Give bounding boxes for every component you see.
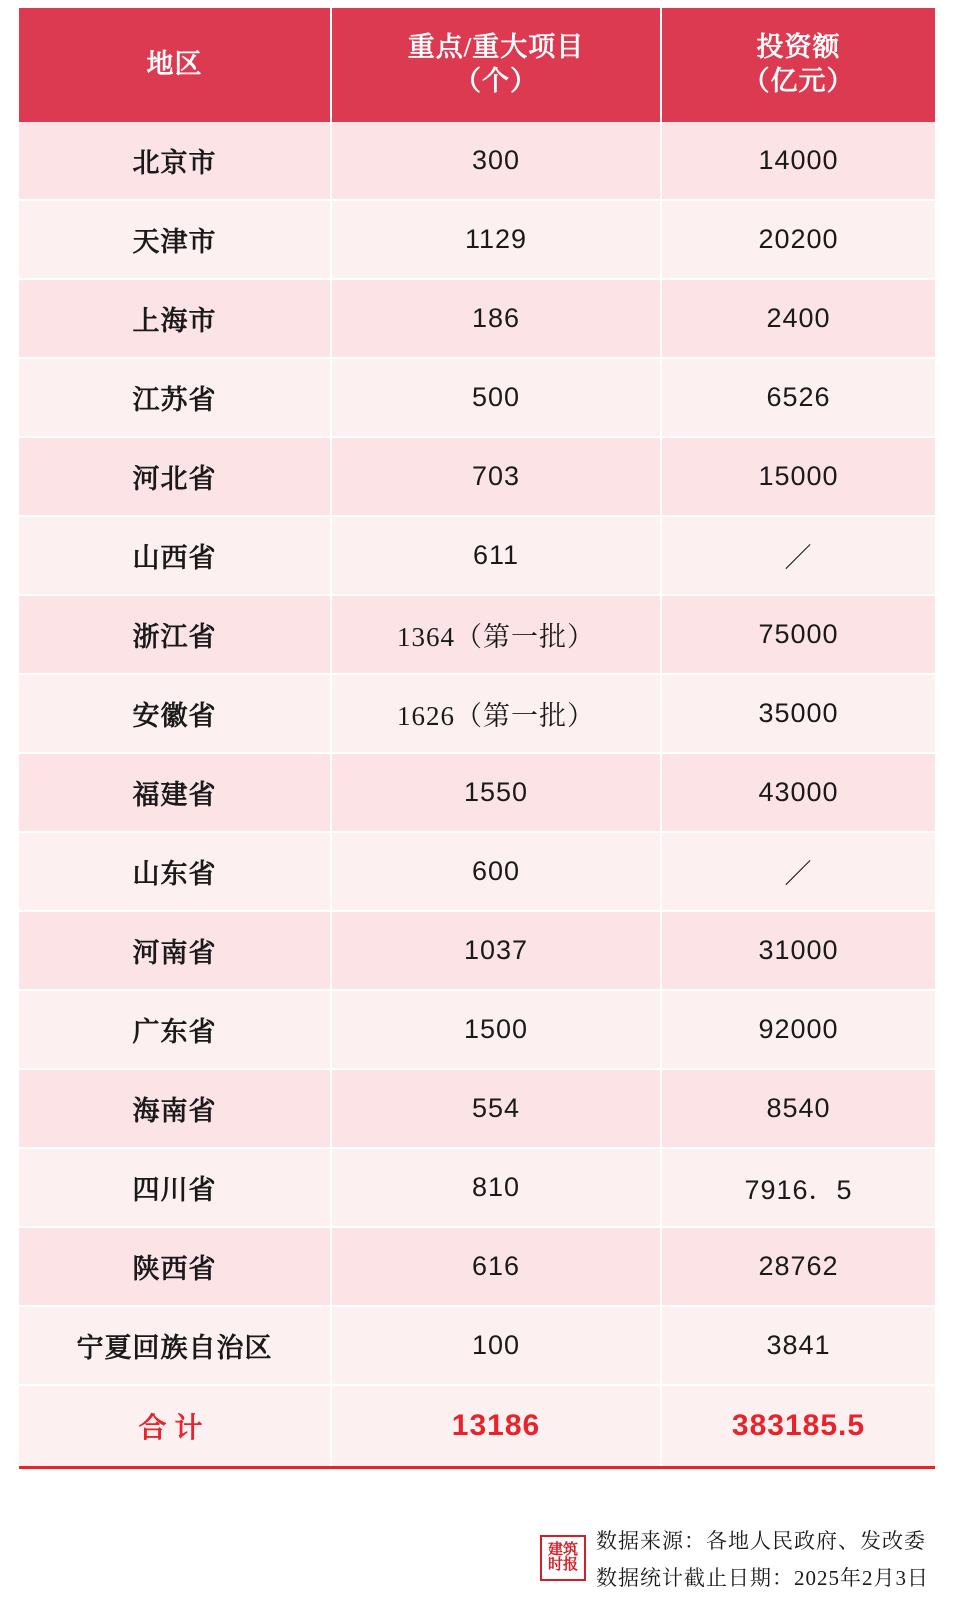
footer <box>19 1510 935 1606</box>
column-header-projects-line1: 重点/重大项目 <box>407 32 585 63</box>
cell-region: 安徽省 <box>19 674 331 753</box>
publisher-logo-line1: 建筑 <box>547 1542 578 1558</box>
cell-projects: 100 <box>331 1306 661 1385</box>
cell-investment: 75000 <box>661 595 935 674</box>
cell-investment: ／ <box>661 516 935 595</box>
cell-investment: 6526 <box>661 358 935 437</box>
cell-investment: ／ <box>661 832 935 911</box>
cell-investment: 15000 <box>661 437 935 516</box>
cell-region: 四川省 <box>19 1148 331 1227</box>
cell-projects: 300 <box>331 122 661 200</box>
table-row <box>19 990 935 1069</box>
cell-projects: 1626（第一批） <box>331 674 661 753</box>
table-sheet <box>0 8 954 1618</box>
cell-region: 河南省 <box>19 911 331 990</box>
table-row <box>19 911 935 990</box>
publisher-logo-line2: 时报 <box>547 1557 578 1573</box>
publisher-logo-icon <box>540 1535 586 1581</box>
table-row <box>19 358 935 437</box>
cell-investment: 35000 <box>661 674 935 753</box>
header-row <box>19 8 935 122</box>
cell-projects: 1129 <box>331 200 661 279</box>
column-header-investment <box>661 8 935 122</box>
column-header-region-label: 地区 <box>146 49 203 80</box>
cell-investment: 14000 <box>661 122 935 200</box>
table-row <box>19 279 935 358</box>
column-header-investment-line2: （亿元） <box>742 66 855 96</box>
table-row <box>19 1227 935 1306</box>
cell-investment: 20200 <box>661 200 935 279</box>
cell-projects: 810 <box>331 1148 661 1227</box>
cell-projects: 186 <box>331 279 661 358</box>
cell-region: 海南省 <box>19 1069 331 1148</box>
footer-source: 数据来源：各地人民政府、发改委 <box>596 1528 926 1553</box>
cell-region: 浙江省 <box>19 595 331 674</box>
column-header-projects-line2: （个） <box>454 66 538 96</box>
cell-investment: 92000 <box>661 990 935 1069</box>
column-header-projects <box>331 8 661 122</box>
cell-investment: 43000 <box>661 753 935 832</box>
cell-region: 山西省 <box>19 516 331 595</box>
cell-projects: 703 <box>331 437 661 516</box>
cell-projects: 616 <box>331 1227 661 1306</box>
cell-region: 福建省 <box>19 753 331 832</box>
table-body <box>19 122 935 1468</box>
footer-text <box>596 1525 935 1592</box>
cell-investment: 8540 <box>661 1069 935 1148</box>
table-row <box>19 200 935 279</box>
cell-region: 陕西省 <box>19 1227 331 1306</box>
table-row <box>19 674 935 753</box>
cell-region: 宁夏回族自治区 <box>19 1306 331 1385</box>
cell-investment: 28762 <box>661 1227 935 1306</box>
cell-projects: 1364（第一批） <box>331 595 661 674</box>
table-header <box>19 8 935 122</box>
cell-projects: 500 <box>331 358 661 437</box>
cell-investment: 3841 <box>661 1306 935 1385</box>
table-row <box>19 753 935 832</box>
cell-projects: 600 <box>331 832 661 911</box>
table-row <box>19 1069 935 1148</box>
cell-projects: 1037 <box>331 911 661 990</box>
table-row <box>19 595 935 674</box>
cell-investment: 2400 <box>661 279 935 358</box>
column-header-investment-line1: 投资额 <box>756 32 841 63</box>
cell-total-investment: 383185.5 <box>661 1385 935 1468</box>
table-row <box>19 122 935 200</box>
table-row <box>19 832 935 911</box>
cell-investment: 7916．5 <box>661 1148 935 1227</box>
cell-investment: 31000 <box>661 911 935 990</box>
table-row <box>19 1306 935 1385</box>
table-row <box>19 1148 935 1227</box>
investment-table <box>19 8 935 1469</box>
cell-total-projects: 13186 <box>331 1385 661 1468</box>
cell-projects: 611 <box>331 516 661 595</box>
cell-projects: 1550 <box>331 753 661 832</box>
cell-region: 河北省 <box>19 437 331 516</box>
table-row <box>19 516 935 595</box>
cell-projects: 554 <box>331 1069 661 1148</box>
cell-region: 北京市 <box>19 122 331 200</box>
table-total-row <box>19 1385 935 1468</box>
cell-region: 天津市 <box>19 200 331 279</box>
table-row <box>19 437 935 516</box>
cell-total-label: 合计 <box>19 1385 331 1468</box>
footer-cutoff-date: 数据统计截止日期：2025年2月3日 <box>596 1565 929 1590</box>
cell-region: 山东省 <box>19 832 331 911</box>
cell-region: 广东省 <box>19 990 331 1069</box>
cell-projects: 1500 <box>331 990 661 1069</box>
column-header-region <box>19 8 331 122</box>
cell-region: 江苏省 <box>19 358 331 437</box>
cell-region: 上海市 <box>19 279 331 358</box>
